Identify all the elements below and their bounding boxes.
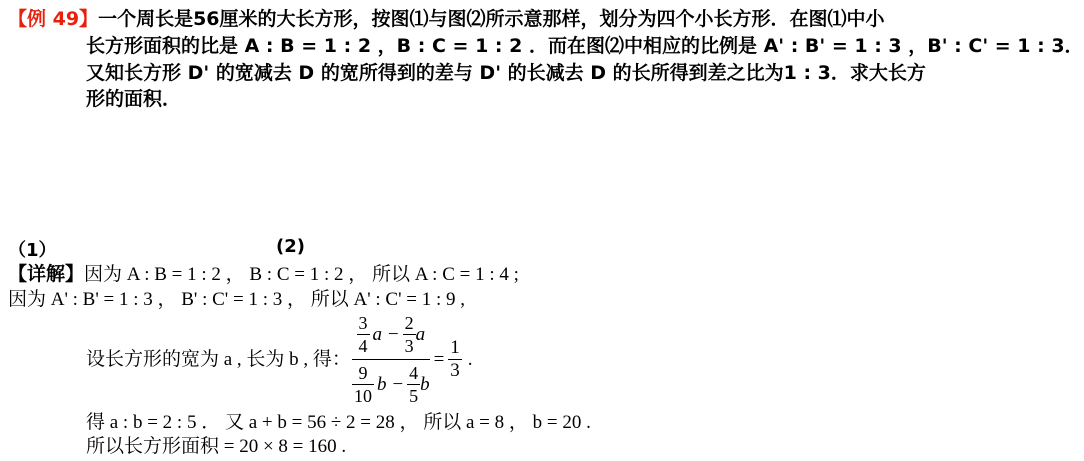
problem-line-3: 又知长方形 D' 的宽减去 D 的宽所得到的差与 D' 的长减去 D 的长所得到差之比为1 : 3．求大长方 (86, 62, 926, 84)
figure-label-2: (2) (276, 236, 305, 257)
denominator-expression (352, 362, 430, 407)
problem-line-4: 形的面积． (86, 88, 182, 110)
frac-num: 2 (404, 313, 414, 333)
figure-label-1: （1） (8, 240, 57, 261)
frac-den: 3 (404, 336, 414, 356)
frac-den: 3 (450, 360, 460, 381)
numerator-expression (357, 312, 426, 357)
fraction-three-quarters (357, 312, 370, 357)
solution-text-1: 因为 A : B = 1 : 2 ， B : C = 1 : 2 ， 所以 A : C = 1 : 4 ; (84, 264, 519, 285)
denominator-mid: b − (377, 373, 405, 395)
solution-line-1 (8, 262, 519, 287)
denominator-end: b (420, 373, 430, 395)
fraction-one-third (448, 337, 462, 382)
problem-text-1: 一个周长是56厘米的大长方形，按图⑴与图⑵所示意那样，划分为四个小长方形．在图⑴中小 (98, 8, 885, 30)
solution-line-3: 设长方形的宽为 a , 长为 b , 得： (86, 349, 351, 370)
problem-line-2: 长方形面积的比是 A : B = 1 : 2 ，B : C = 1 : 2 ．而在图⑵中相应的比例是 A' : B' = 1 : 3 ，B' : C' = 1 : 3． (86, 35, 1084, 57)
frac-num: 3 (358, 313, 368, 333)
equation-period: . (467, 348, 473, 370)
fraction-two-thirds (403, 312, 416, 357)
problem-line-1 (8, 6, 885, 32)
frac-num: 1 (450, 337, 460, 358)
example-tag: 【例 49】 (8, 8, 99, 30)
frac-num: 9 (358, 363, 368, 383)
numerator-end: a (415, 323, 426, 345)
ratio-fraction (352, 312, 430, 407)
ratio-equation (352, 312, 473, 407)
frac-den: 10 (354, 386, 372, 406)
frac-den: 5 (409, 386, 419, 406)
solution-head: 【详解】 (8, 263, 85, 285)
numerator-mid: a − (372, 323, 400, 345)
solution-line-2: 因为 A' : B' = 1 : 3 ， B' : C' = 1 : 3 ， 所以 A' : C' = 1 : 9 , (8, 289, 465, 310)
fraction-nine-tenths (352, 362, 374, 407)
solution-line-5: 所以长方形面积 = 20 × 8 = 160 . (86, 436, 347, 457)
solution-line-4: 得 a : b = 2 : 5 ． 又 a + b = 56 ÷ 2 = 28 ， 所以 a = 8 ， b = 20 . (86, 412, 591, 433)
equals-sign: = (433, 348, 445, 370)
fraction-four-fifths (407, 362, 420, 407)
frac-num: 4 (409, 363, 419, 383)
frac-den: 4 (358, 336, 368, 356)
